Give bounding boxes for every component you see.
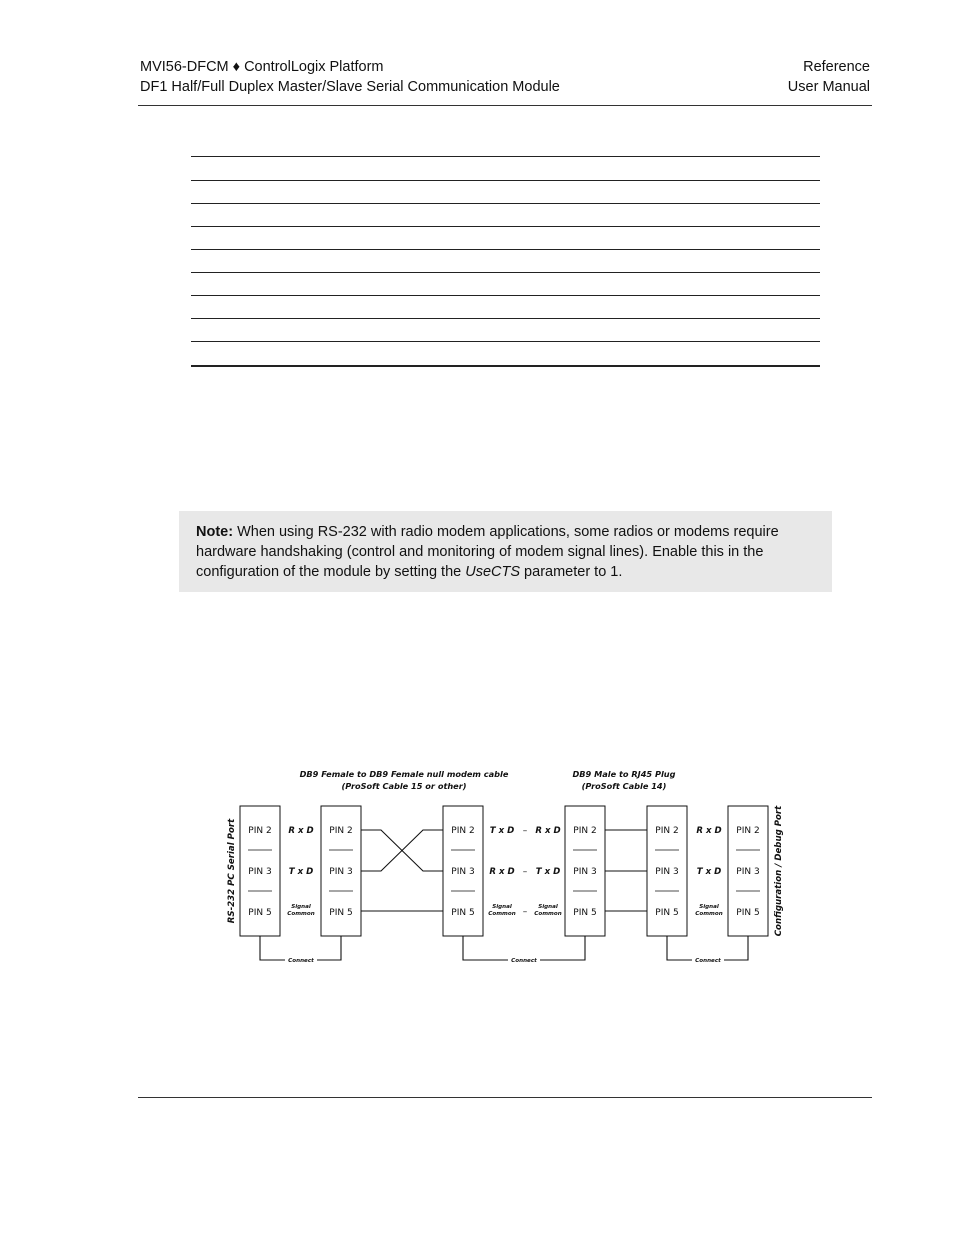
wire-crossover-b <box>361 830 443 871</box>
signal-common-top: Signal <box>291 904 311 910</box>
pin-label: PIN 5 <box>329 908 353 918</box>
page-header-left <box>140 57 560 97</box>
header-doc-type: User Manual <box>787 79 870 95</box>
pin-label: PIN 3 <box>573 867 597 877</box>
header-product-title: MVI56-DFCM ♦ ControlLogix Platform <box>140 59 384 75</box>
note-box <box>179 511 832 592</box>
page-header-right <box>788 57 870 97</box>
pin-label: PIN 3 <box>329 867 353 877</box>
pin-label: PIN 2 <box>655 826 679 836</box>
cable14-title: DB9 Male to RJ45 Plug <box>572 769 676 779</box>
note-text-end: parameter to 1. <box>520 564 623 580</box>
pin-label: PIN 5 <box>655 908 679 918</box>
table-rule <box>191 226 820 227</box>
pin-label: PIN 3 <box>736 867 760 877</box>
cable14-subtitle: (ProSoft Cable 14) <box>581 781 667 791</box>
connect-label: Connect <box>288 958 314 964</box>
pin-label: PIN 5 <box>248 908 272 918</box>
empty-table <box>191 156 820 368</box>
signal-label: R x D <box>489 867 515 877</box>
header-section: Reference <box>803 59 870 75</box>
signal-label: T x D <box>696 867 722 877</box>
connect-label: Connect <box>695 958 721 964</box>
signal-label: R x D <box>288 826 314 836</box>
pin-label: PIN 5 <box>451 908 475 918</box>
table-rule <box>191 365 820 367</box>
table-rule <box>191 295 820 296</box>
table-rule <box>191 341 820 342</box>
table-rule <box>191 318 820 319</box>
pin-label: PIN 2 <box>451 826 475 836</box>
connect-label: Connect <box>511 958 537 964</box>
signal-common-top: Signal <box>492 904 512 910</box>
table-rule <box>191 203 820 204</box>
note-label: Note: <box>196 524 234 540</box>
pin-label: PIN 2 <box>248 826 272 836</box>
pin-label: PIN 5 <box>573 908 597 918</box>
header-rule <box>138 105 872 106</box>
wiring-diagram <box>218 760 798 975</box>
signal-common-top: Signal <box>699 904 719 910</box>
pin-label: PIN 5 <box>736 908 760 918</box>
dash: – <box>522 907 528 917</box>
cable15-subtitle: (ProSoft Cable 15 or other) <box>341 781 467 791</box>
signal-label: R x D <box>696 826 722 836</box>
header-product-subtitle: DF1 Half/Full Duplex Master/Slave Serial Communication Module <box>140 79 560 95</box>
dash: – <box>522 826 528 836</box>
signal-common-top: Signal <box>538 904 558 910</box>
signal-common-bottom: Common <box>695 911 723 917</box>
table-rule <box>191 249 820 250</box>
table-rule <box>191 156 820 157</box>
pin-label: PIN 3 <box>248 867 272 877</box>
signal-label: T x D <box>535 867 561 877</box>
signal-common-bottom: Common <box>287 911 315 917</box>
cable15-title: DB9 Female to DB9 Female null modem cable <box>299 769 509 779</box>
signal-label: T x D <box>288 867 314 877</box>
signal-label: T x D <box>489 826 515 836</box>
wiring-diagram-svg <box>218 760 798 970</box>
pin-label: PIN 2 <box>736 826 760 836</box>
pin-label: PIN 2 <box>573 826 597 836</box>
left-port-label: RS-232 PC Serial Port <box>227 818 237 924</box>
table-rule <box>191 180 820 181</box>
signal-label: R x D <box>535 826 561 836</box>
dash: – <box>522 867 528 877</box>
footer-rule <box>138 1097 872 1098</box>
pin-label: PIN 3 <box>451 867 475 877</box>
signal-common-bottom: Common <box>488 911 516 917</box>
note-param: UseCTS <box>465 564 521 580</box>
signal-common-bottom: Common <box>534 911 562 917</box>
right-port-label: Configuration / Debug Port <box>774 805 784 937</box>
note-text: When using RS-232 with radio modem applications, some radios or modems require hardware handshaking (control and monitoring of modem signal lines). Enable this in the configuration of the module by setting the <box>196 524 779 580</box>
pin-label: PIN 3 <box>655 867 679 877</box>
table-rule <box>191 272 820 273</box>
pin-label: PIN 2 <box>329 826 353 836</box>
